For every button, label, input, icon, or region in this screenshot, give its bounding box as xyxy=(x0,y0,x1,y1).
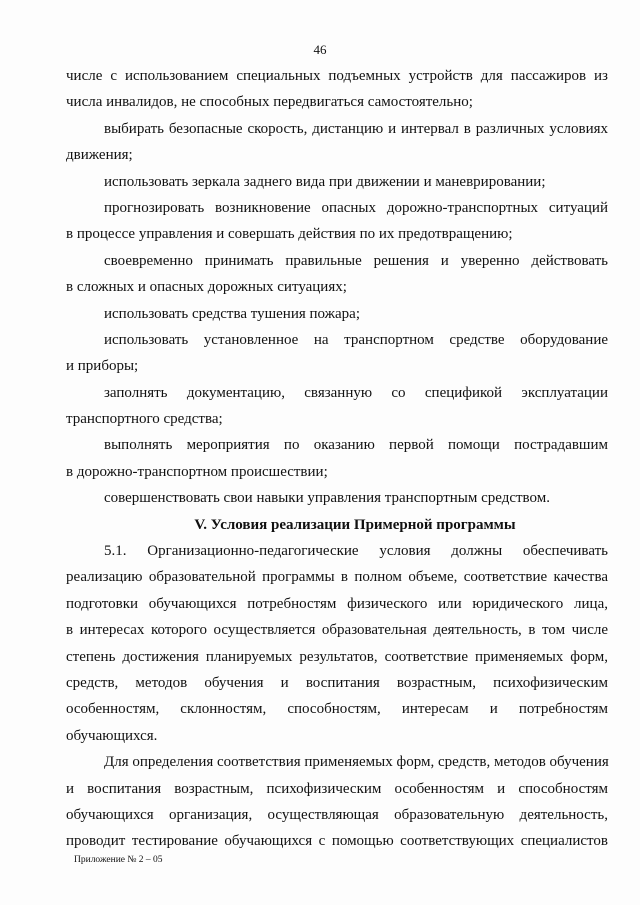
text-line: особенностям, склонностям, способностям, интересам и потребностям xyxy=(66,701,608,718)
text-line: Для определения соответствия применяемых форм, средств, методов обучения xyxy=(104,754,609,771)
text-line: своевременно принимать правильные решения и уверенно действовать xyxy=(104,252,608,269)
text-line: использовать средства тушения пожара; xyxy=(104,305,361,322)
text-line: числе с использованием специальных подъемных устройств для пассажиров из xyxy=(66,68,608,84)
text-line: подготовки обучающихся потребностям физического или юридического лица, xyxy=(66,595,608,612)
text-line: совершенствовать свои навыки управления транспортным средством. xyxy=(104,490,550,507)
text-line: в интересах которого осуществляется образовательная деятельность, в том числе xyxy=(66,622,608,639)
text-line: в процессе управления и совершать действия по их предотвращению; xyxy=(66,226,513,243)
text-line: в сложных и опасных дорожных ситуациях; xyxy=(66,279,347,296)
section-heading: V. Условия реализации Примерной программы xyxy=(194,516,516,533)
text-line: транспортного средства; xyxy=(66,411,223,428)
text-line: движения; xyxy=(66,147,133,164)
text-line: использовать зеркала заднего вида при движении и маневрировании; xyxy=(104,173,546,190)
text-line: обучающихся организация, осуществляющая образовательную деятельность, xyxy=(66,806,608,823)
text-line: выбирать безопасные скорость, дистанцию и интервал в различных условиях xyxy=(104,120,608,137)
text-line: проводит тестирование обучающихся с помощью соответствующих специалистов xyxy=(66,833,608,850)
text-line: реализацию образовательной программы в полном объеме, соответствие качества xyxy=(66,569,608,586)
text-line: заполнять документацию, связанную со спецификой эксплуатации xyxy=(104,384,608,401)
body-text xyxy=(66,63,608,855)
text-line: в дорожно-транспортном происшествии; xyxy=(66,463,328,480)
text-line: числа инвалидов, не способных передвигаться самостоятельно; xyxy=(66,94,473,111)
page-footer: Приложение № 2 – 05 xyxy=(74,855,163,865)
text-line: обучающихся. xyxy=(66,727,158,744)
text-line: и воспитания возрастным, психофизическим особенностям и способностям xyxy=(66,780,608,797)
text-line: использовать установленное на транспортном средстве оборудование xyxy=(104,331,608,348)
text-line: и приборы; xyxy=(66,358,139,375)
text-line: прогнозировать возникновение опасных дорожно-транспортных ситуаций xyxy=(104,199,608,216)
page-number: 46 xyxy=(313,42,327,57)
text-line: средств, методов обучения и воспитания возрастным, психофизическим xyxy=(66,674,608,691)
text-line: степень достижения планируемых результатов, соответствие применяемых форм, xyxy=(66,648,608,665)
text-line: 5.1. Организационно-педагогические условия должны обеспечивать xyxy=(104,543,608,560)
text-line: выполнять мероприятия по оказанию первой помощи пострадавшим xyxy=(104,437,608,454)
